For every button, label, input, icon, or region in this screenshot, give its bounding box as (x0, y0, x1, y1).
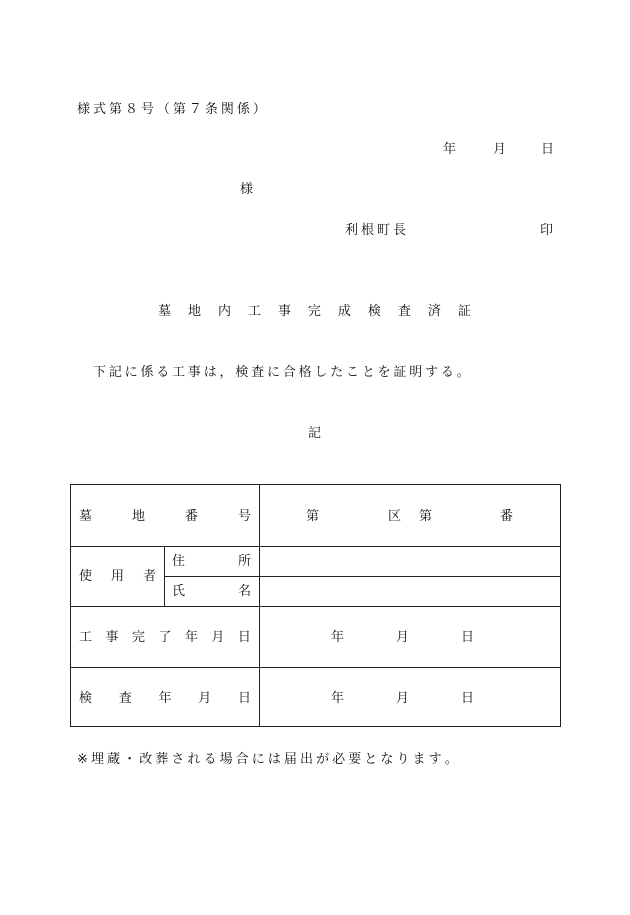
name-label: 氏 名 (172, 583, 251, 598)
row-divider-2 (71, 606, 560, 607)
completion-year-label: 年 (331, 629, 345, 644)
ki-heading: 記 (308, 425, 322, 440)
burial-notice: ※ 埋 蔵 ・ 改 葬 さ れ る 場 合 に は 届 出 が 必 要 と な り ま す 。 (77, 751, 458, 766)
issuer-name: 利 根 町 長 (345, 222, 406, 237)
inspection-year-label: 年 (331, 690, 345, 705)
document-title: 墓 地 内 工 事 完 成 検 査 済 証 (158, 303, 471, 318)
address-label: 住 所 (172, 553, 251, 568)
name-value-cell (260, 577, 560, 606)
date-month-label: 月 (493, 141, 507, 156)
form-number: 様 式 第 ８ 号 （ 第 ７ 条 関 係 ） (77, 101, 266, 116)
plot-number-part-dai-2: 第 (419, 508, 433, 523)
date-year-label: 年 (443, 141, 457, 156)
inspection-date-label: 検 査 年 月 日 (79, 690, 251, 705)
completion-month-label: 月 (396, 629, 410, 644)
completion-date-label: 工 事 完 了 年 月 日 (79, 629, 251, 644)
inspection-day-label: 日 (461, 690, 475, 705)
seal-mark: 印 (540, 222, 554, 237)
plot-number-part-dai-1: 第 (306, 508, 320, 523)
address-value-cell (260, 547, 560, 576)
row-divider-3 (71, 667, 560, 668)
inspection-table (70, 484, 561, 727)
addressee-suffix: 様 (240, 181, 254, 196)
completion-day-label: 日 (461, 629, 475, 644)
user-label: 使 用 者 (79, 568, 156, 583)
plot-number-label: 墓 地 番 号 (79, 508, 251, 523)
inspection-month-label: 月 (396, 690, 410, 705)
certification-statement: 下 記 に 係 る 工 事 は ， 検 査 に 合 格 し た こ と を 証 明 す る 。 (93, 364, 470, 379)
plot-number-part-ban: 番 (500, 508, 514, 523)
date-day-label: 日 (541, 141, 555, 156)
plot-number-part-ku: 区 (388, 508, 402, 523)
